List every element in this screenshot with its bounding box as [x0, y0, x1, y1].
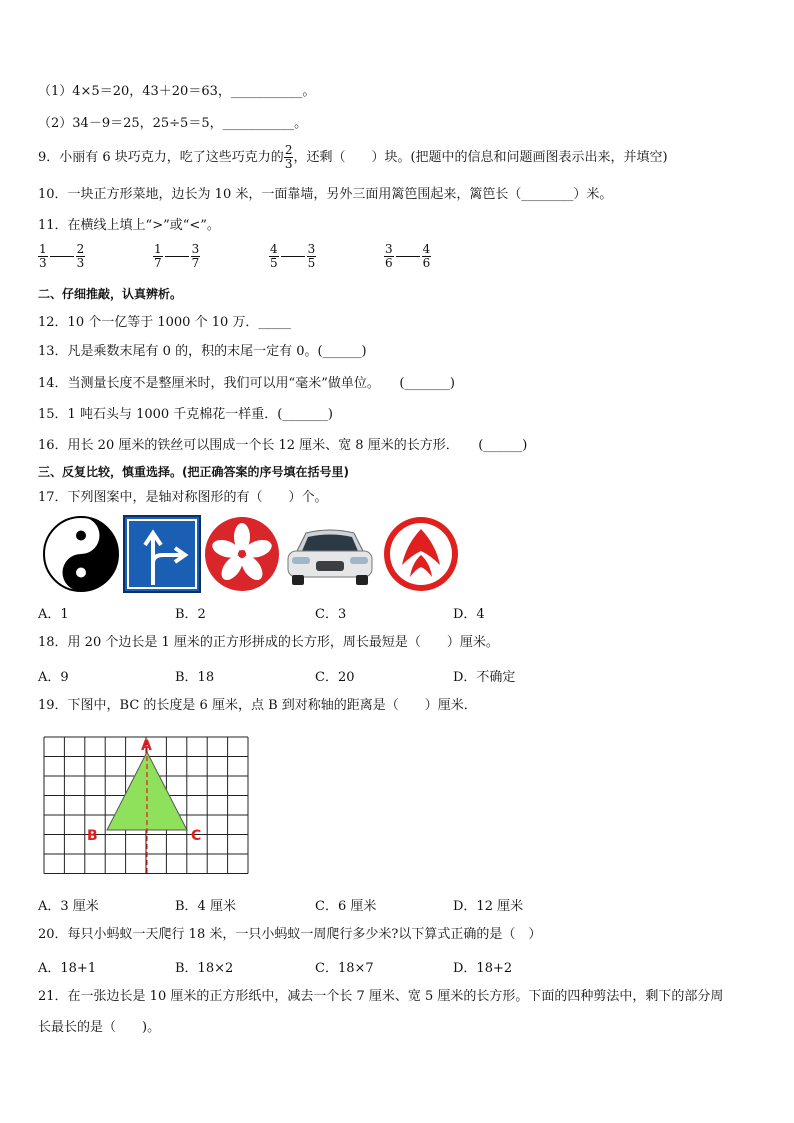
fraction-compare-4 [384, 243, 431, 283]
denominator: 3 [39, 256, 47, 270]
option-d[interactable]: D．18+2 [453, 961, 513, 976]
option-b[interactable]: B．18×2 [175, 961, 234, 976]
denominator: 3 [76, 256, 85, 270]
fraction [153, 243, 163, 270]
q8-part1: （1）4×5＝20，43＋20＝63，___________。 [38, 84, 316, 99]
q21-line1: 21．在一张边长是 10 厘米的正方形纸中，减去一个长 7 厘米、宽 5 厘米的长方形。下面的四种剪法中，剩下的部分周 [38, 989, 724, 1004]
option-d[interactable]: D．不确定 [453, 670, 516, 685]
label-b: B [87, 828, 98, 844]
car-icon [282, 515, 378, 593]
blank-line[interactable] [396, 256, 420, 257]
label-c: C [191, 828, 202, 844]
fraction [384, 243, 394, 270]
road-sign-icon [123, 515, 201, 593]
q12: 12．10 个一亿等于 1000 个 10 万．_____ [38, 315, 291, 330]
q20: 20．每只小蚂蚁一天爬行 18 米，一只小蚂蚁一周爬行多少米?以下算式正确的是（ ） [38, 927, 542, 942]
q21-line2: 长最长的是（ )。 [38, 1020, 161, 1035]
option-b[interactable]: B．4 厘米 [175, 899, 236, 914]
fraction [307, 243, 317, 270]
numerator: 2 [76, 242, 85, 256]
fraction [422, 243, 432, 270]
denominator: 5 [270, 256, 278, 270]
option-a[interactable]: A．9 [38, 670, 69, 685]
q9-numerator: 2 [284, 143, 293, 157]
option-c[interactable]: C．18×7 [315, 961, 374, 976]
option-c[interactable]: C．6 厘米 [315, 899, 377, 914]
denominator: 6 [385, 256, 393, 270]
fraction-compare-1 [38, 243, 85, 283]
numerator: 4 [270, 242, 278, 256]
option-b[interactable]: B．18 [175, 670, 215, 685]
blank-line[interactable] [165, 256, 189, 257]
option-d[interactable]: D．12 厘米 [453, 899, 524, 914]
q19: 19．下图中，BC 的长度是 6 厘米，点 B 到对称轴的距离是（ ）厘米． [38, 698, 477, 713]
q18: 18．用 20 个边长是 1 厘米的正方形拼成的长方形，周长最短是（ ）厘米。 [38, 635, 499, 650]
yin-yang-icon [42, 515, 120, 593]
q8-part2: （2）34－9＝25，25÷5＝5，___________。 [38, 116, 308, 131]
label-a: A [141, 738, 152, 754]
option-a[interactable]: A．1 [38, 607, 69, 622]
blank-line[interactable] [50, 256, 74, 257]
q10: 10．一块正方形菜地，边长为 10 米，一面靠墙，另外三面用篱笆围起来，篱笆长（________）米。 [38, 187, 613, 202]
q11: 11．在横线上填上“>”或“<”。 [38, 218, 220, 233]
denominator: 5 [307, 256, 316, 270]
numerator: 3 [385, 242, 393, 256]
q14: 14．当测量长度不是整厘米时，我们可以用“毫米”做单位。 (_______) [38, 376, 455, 391]
option-c[interactable]: C．3 [315, 607, 347, 622]
section-2-heading: 二、仔细推敲，认真辨析。 [38, 287, 183, 301]
bauhinia-flag-icon [203, 515, 281, 593]
q9-text-post: ，还剩（ ）块。(把题中的信息和问题画图表示出来，并填空) [293, 150, 668, 165]
numerator: 1 [154, 242, 162, 256]
q16: 16．用长 20 厘米的铁丝可以围成一个长 12 厘米、宽 8 厘米的长方形． (______) [38, 438, 528, 453]
numerator: 1 [39, 242, 47, 256]
fraction-compare-2 [153, 243, 200, 283]
fraction [269, 243, 279, 270]
option-d[interactable]: D．4 [453, 607, 485, 622]
option-a[interactable]: A．3 厘米 [38, 899, 99, 914]
q17: 17．下列图案中，是轴对称图形的有（ ）个。 [38, 490, 328, 505]
blank-line[interactable] [281, 256, 305, 257]
denominator: 6 [422, 256, 431, 270]
q9-fraction [284, 144, 294, 171]
car-logo-icon [382, 515, 460, 593]
q9-denominator: 3 [284, 157, 293, 171]
q9 [38, 143, 668, 173]
fraction [191, 243, 201, 270]
denominator: 7 [154, 256, 162, 270]
numerator: 3 [191, 242, 200, 256]
numerator: 4 [422, 242, 431, 256]
option-a[interactable]: A．18+1 [38, 961, 97, 976]
q9-text-pre: 9．小丽有 6 块巧克力，吃了这些巧克力的 [38, 150, 284, 165]
numerator: 3 [307, 242, 316, 256]
denominator: 7 [191, 256, 200, 270]
option-c[interactable]: C．20 [315, 670, 355, 685]
fraction [38, 243, 48, 270]
option-b[interactable]: B．2 [175, 607, 206, 622]
q15: 15．1 吨石头与 1000 千克棉花一样重．(_______) [38, 407, 333, 422]
fraction-compare-3 [269, 243, 316, 283]
grid-figure [43, 730, 249, 875]
fraction [76, 243, 86, 270]
q13: 13．凡是乘数末尾有 0 的，积的末尾一定有 0。(______) [38, 344, 367, 359]
section-3-heading: 三、反复比较，慎重选择。(把正确答案的序号填在括号里) [38, 465, 349, 479]
